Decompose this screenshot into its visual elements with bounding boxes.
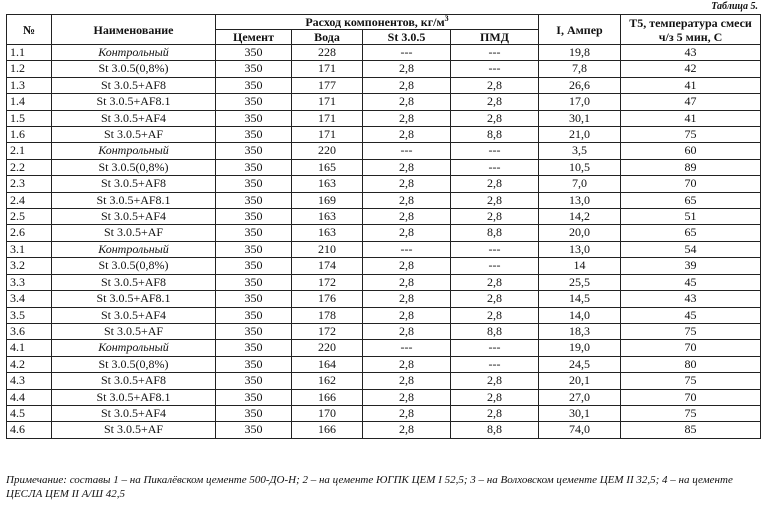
cell-temperature: 75 [621, 405, 761, 421]
cell-st: --- [363, 45, 451, 61]
cell-temperature: 39 [621, 258, 761, 274]
cell-pmd: 8,8 [451, 225, 539, 241]
cell-water: 171 [292, 127, 363, 143]
table-row [7, 241, 761, 257]
cell-name: Контрольный [52, 241, 216, 257]
cell-name: St 3.0.5(0,8%) [52, 356, 216, 372]
table-row [7, 143, 761, 159]
cell-no: 2.3 [7, 176, 52, 192]
cell-name: St 3.0.5+AF8.1 [52, 291, 216, 307]
cell-current: 10,5 [539, 159, 621, 175]
cell-st: 2,8 [363, 356, 451, 372]
cell-water: 163 [292, 176, 363, 192]
cell-cement: 350 [216, 77, 292, 93]
cell-temperature: 75 [621, 373, 761, 389]
cell-name: St 3.0.5+AF8.1 [52, 389, 216, 405]
cell-pmd: 8,8 [451, 323, 539, 339]
cell-pmd: 2,8 [451, 209, 539, 225]
cell-no: 4.1 [7, 340, 52, 356]
cell-st: 2,8 [363, 274, 451, 290]
cell-pmd: 2,8 [451, 77, 539, 93]
cell-st: 2,8 [363, 258, 451, 274]
cell-name: Контрольный [52, 340, 216, 356]
cell-water: 169 [292, 192, 363, 208]
header-name: Наименование [52, 15, 216, 45]
cell-name: St 3.0.5+AF [52, 323, 216, 339]
cell-current: 7,8 [539, 61, 621, 77]
cell-no: 3.1 [7, 241, 52, 257]
cell-temperature: 41 [621, 110, 761, 126]
cell-pmd: --- [451, 241, 539, 257]
cell-temperature: 47 [621, 94, 761, 110]
cell-current: 24,5 [539, 356, 621, 372]
cell-current: 19,8 [539, 45, 621, 61]
header-pmd: ПМД [451, 30, 539, 45]
cell-no: 3.6 [7, 323, 52, 339]
cell-pmd: --- [451, 159, 539, 175]
cell-water: 174 [292, 258, 363, 274]
cell-st: 2,8 [363, 159, 451, 175]
cell-no: 3.3 [7, 274, 52, 290]
header-water: Вода [292, 30, 363, 45]
cell-no: 3.2 [7, 258, 52, 274]
table-row [7, 110, 761, 126]
cell-cement: 350 [216, 258, 292, 274]
cell-pmd: 2,8 [451, 389, 539, 405]
cell-current: 14,2 [539, 209, 621, 225]
cell-water: 165 [292, 159, 363, 175]
cell-cement: 350 [216, 323, 292, 339]
cell-water: 163 [292, 209, 363, 225]
cell-pmd: --- [451, 45, 539, 61]
table-caption: Таблица 5. [711, 1, 758, 12]
cell-temperature: 85 [621, 422, 761, 438]
cell-water: 177 [292, 77, 363, 93]
cell-st: --- [363, 241, 451, 257]
table-row [7, 405, 761, 421]
table-row [7, 176, 761, 192]
cell-pmd: --- [451, 258, 539, 274]
cell-name: St 3.0.5(0,8%) [52, 159, 216, 175]
cell-cement: 350 [216, 225, 292, 241]
cell-cement: 350 [216, 405, 292, 421]
header-current: I, Ампер [539, 15, 621, 45]
cell-water: 166 [292, 422, 363, 438]
cell-pmd: --- [451, 61, 539, 77]
cell-cement: 350 [216, 143, 292, 159]
cell-water: 171 [292, 94, 363, 110]
cell-water: 228 [292, 45, 363, 61]
cell-name: St 3.0.5+AF8.1 [52, 94, 216, 110]
cell-st: 2,8 [363, 94, 451, 110]
cell-cement: 350 [216, 241, 292, 257]
cell-st: 2,8 [363, 323, 451, 339]
cell-name: St 3.0.5+AF4 [52, 209, 216, 225]
cell-no: 4.6 [7, 422, 52, 438]
cell-pmd: --- [451, 340, 539, 356]
cell-st: 2,8 [363, 176, 451, 192]
cell-no: 4.5 [7, 405, 52, 421]
cell-no: 2.1 [7, 143, 52, 159]
table-row [7, 307, 761, 323]
cell-temperature: 65 [621, 192, 761, 208]
cell-temperature: 80 [621, 356, 761, 372]
cell-name: St 3.0.5+AF8.1 [52, 192, 216, 208]
cell-st: 2,8 [363, 373, 451, 389]
cell-water: 210 [292, 241, 363, 257]
cell-water: 176 [292, 291, 363, 307]
cell-cement: 350 [216, 209, 292, 225]
cell-st: 2,8 [363, 61, 451, 77]
cell-cement: 350 [216, 192, 292, 208]
cell-pmd: 2,8 [451, 307, 539, 323]
cell-temperature: 70 [621, 389, 761, 405]
table-row [7, 127, 761, 143]
cell-temperature: 42 [621, 61, 761, 77]
cell-current: 74,0 [539, 422, 621, 438]
cell-current: 27,0 [539, 389, 621, 405]
cell-cement: 350 [216, 373, 292, 389]
cell-cement: 350 [216, 389, 292, 405]
cell-temperature: 45 [621, 307, 761, 323]
cell-pmd: --- [451, 356, 539, 372]
table-row [7, 291, 761, 307]
cell-st: 2,8 [363, 225, 451, 241]
cell-current: 21,0 [539, 127, 621, 143]
cell-temperature: 60 [621, 143, 761, 159]
cell-cement: 350 [216, 340, 292, 356]
table-row [7, 77, 761, 93]
cell-current: 14 [539, 258, 621, 274]
cell-current: 20,0 [539, 225, 621, 241]
table-row [7, 323, 761, 339]
cell-st: --- [363, 143, 451, 159]
cell-no: 1.4 [7, 94, 52, 110]
table-row [7, 192, 761, 208]
cell-no: 4.3 [7, 373, 52, 389]
cell-st: 2,8 [363, 192, 451, 208]
header-temperature: Т5, температура смеси ч/з 5 мин, С [621, 15, 761, 45]
cell-no: 2.6 [7, 225, 52, 241]
cell-temperature: 75 [621, 323, 761, 339]
cell-temperature: 43 [621, 291, 761, 307]
cell-no: 3.4 [7, 291, 52, 307]
header-st: St 3.0.5 [363, 30, 451, 45]
cell-st: 2,8 [363, 77, 451, 93]
table-row [7, 373, 761, 389]
cell-cement: 350 [216, 159, 292, 175]
cell-name: St 3.0.5(0,8%) [52, 258, 216, 274]
cell-temperature: 43 [621, 45, 761, 61]
cell-water: 172 [292, 274, 363, 290]
cell-no: 3.5 [7, 307, 52, 323]
cell-cement: 350 [216, 127, 292, 143]
cell-cement: 350 [216, 274, 292, 290]
cell-pmd: 2,8 [451, 176, 539, 192]
cell-no: 2.2 [7, 159, 52, 175]
table-row [7, 159, 761, 175]
table-row [7, 209, 761, 225]
cell-no: 2.5 [7, 209, 52, 225]
cell-cement: 350 [216, 110, 292, 126]
cell-temperature: 41 [621, 77, 761, 93]
table-body [7, 45, 761, 439]
table-row [7, 225, 761, 241]
cell-name: St 3.0.5+AF8 [52, 77, 216, 93]
cell-st: 2,8 [363, 110, 451, 126]
table-row [7, 61, 761, 77]
cell-cement: 350 [216, 61, 292, 77]
cell-st: 2,8 [363, 307, 451, 323]
cell-st: 2,8 [363, 209, 451, 225]
cell-st: 2,8 [363, 405, 451, 421]
table-row [7, 274, 761, 290]
cell-current: 26,6 [539, 77, 621, 93]
cell-pmd: 2,8 [451, 405, 539, 421]
cell-current: 7,0 [539, 176, 621, 192]
cell-water: 170 [292, 405, 363, 421]
table-row [7, 422, 761, 438]
cell-name: St 3.0.5+AF8 [52, 373, 216, 389]
cell-name: Контрольный [52, 45, 216, 61]
cell-cement: 350 [216, 176, 292, 192]
cell-water: 163 [292, 225, 363, 241]
cell-water: 220 [292, 340, 363, 356]
cell-no: 1.2 [7, 61, 52, 77]
table-row [7, 45, 761, 61]
cell-pmd: 2,8 [451, 110, 539, 126]
cell-no: 1.3 [7, 77, 52, 93]
cell-name: St 3.0.5+AF [52, 225, 216, 241]
cell-temperature: 75 [621, 127, 761, 143]
header-consumption: Расход компонентов, $кг/м^3$ [216, 15, 539, 30]
cell-current: 30,1 [539, 405, 621, 421]
table-row [7, 340, 761, 356]
header-no: № [7, 15, 52, 45]
cell-temperature: 70 [621, 176, 761, 192]
cell-water: 171 [292, 110, 363, 126]
cell-no: 4.2 [7, 356, 52, 372]
cell-current: 20,1 [539, 373, 621, 389]
cell-pmd: 8,8 [451, 127, 539, 143]
cell-current: 30,1 [539, 110, 621, 126]
cell-current: 17,0 [539, 94, 621, 110]
cell-temperature: 54 [621, 241, 761, 257]
cell-cement: 350 [216, 307, 292, 323]
cell-water: 164 [292, 356, 363, 372]
cell-water: 166 [292, 389, 363, 405]
cell-pmd: --- [451, 143, 539, 159]
data-table [6, 14, 761, 439]
cell-pmd: 2,8 [451, 274, 539, 290]
cell-name: St 3.0.5+AF [52, 127, 216, 143]
cell-st: 2,8 [363, 389, 451, 405]
table-row [7, 356, 761, 372]
cell-name: St 3.0.5+AF4 [52, 405, 216, 421]
cell-water: 162 [292, 373, 363, 389]
cell-current: 13,0 [539, 241, 621, 257]
cell-current: 3,5 [539, 143, 621, 159]
cell-pmd: 2,8 [451, 192, 539, 208]
cell-name: St 3.0.5+AF8 [52, 274, 216, 290]
table-row [7, 258, 761, 274]
cell-cement: 350 [216, 94, 292, 110]
cell-name: St 3.0.5+AF4 [52, 110, 216, 126]
cell-no: 1.1 [7, 45, 52, 61]
table-note: Примечание: составы 1 – на Пикалёвском цементе 500-ДО-Н; 2 – на цементе ЮГПК ЦЕМ I 52,5; 3 – на Волховском цементе ЦЕМ II 32,5; 4 – на цементе ЦЕСЛА ЦЕМ II А/Ш 42,5 [6, 474, 733, 500]
cell-cement: 350 [216, 422, 292, 438]
cell-temperature: 89 [621, 159, 761, 175]
cell-current: 14,0 [539, 307, 621, 323]
cell-current: 13,0 [539, 192, 621, 208]
cell-st: 2,8 [363, 127, 451, 143]
table-row [7, 389, 761, 405]
cell-pmd: 2,8 [451, 291, 539, 307]
cell-name: St 3.0.5+AF8 [52, 176, 216, 192]
cell-cement: 350 [216, 356, 292, 372]
cell-name: St 3.0.5+AF4 [52, 307, 216, 323]
cell-no: 2.4 [7, 192, 52, 208]
cell-water: 178 [292, 307, 363, 323]
cell-water: 171 [292, 61, 363, 77]
cell-temperature: 65 [621, 225, 761, 241]
cell-current: 25,5 [539, 274, 621, 290]
cell-no: 4.4 [7, 389, 52, 405]
cell-temperature: 51 [621, 209, 761, 225]
cell-st: --- [363, 340, 451, 356]
cell-no: 1.5 [7, 110, 52, 126]
cell-st: 2,8 [363, 422, 451, 438]
cell-current: 18,3 [539, 323, 621, 339]
cell-current: 14,5 [539, 291, 621, 307]
cell-st: 2,8 [363, 291, 451, 307]
cell-water: 220 [292, 143, 363, 159]
cell-water: 172 [292, 323, 363, 339]
table-row [7, 94, 761, 110]
cell-name: St 3.0.5+AF [52, 422, 216, 438]
cell-pmd: 8,8 [451, 422, 539, 438]
cell-cement: 350 [216, 291, 292, 307]
header-cement: Цемент [216, 30, 292, 45]
cell-temperature: 45 [621, 274, 761, 290]
cell-current: 19,0 [539, 340, 621, 356]
cell-pmd: 2,8 [451, 373, 539, 389]
cell-pmd: 2,8 [451, 94, 539, 110]
cell-no: 1.6 [7, 127, 52, 143]
cell-temperature: 70 [621, 340, 761, 356]
cell-cement: 350 [216, 45, 292, 61]
cell-name: St 3.0.5(0,8%) [52, 61, 216, 77]
cell-name: Контрольный [52, 143, 216, 159]
